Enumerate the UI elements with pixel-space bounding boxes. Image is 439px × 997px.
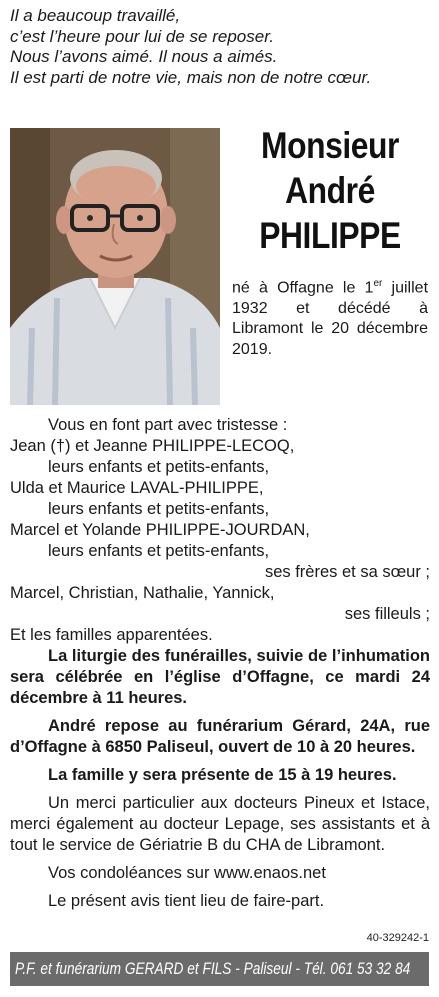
family-line: Et les familles apparentées. — [10, 626, 213, 644]
family-line: Jean (†) et Jeanne PHILIPPE-LECOQ, — [10, 437, 295, 455]
poem-line: Il a beaucoup travaillé, — [10, 6, 181, 25]
family-line: leurs enfants et petits-enfants, — [48, 500, 270, 518]
liturgy-info: La liturgie des funérailles, suivie de l’inhumation sera célébrée en l’église d’Offagne, ce mardi 24 décembre à 11 heures. — [10, 647, 430, 707]
family-line: Marcel et Yolande PHILIPPE-JOURDAN, — [10, 521, 310, 539]
reference-number: 40-329242-1 — [366, 932, 429, 944]
family-line: ses frères et sa sœur ; — [264, 563, 430, 581]
family-presence-info: La famille y sera présente de 15 à 19 heures. — [48, 766, 397, 784]
footer-text: P.F. et funérarium GERARD et FILS - Paliseul - Tél. 061 53 32 84 — [14, 960, 411, 978]
name-last: PHILIPPE — [259, 215, 401, 256]
birth-text-2: juillet 1932 et décédé à Libramont le 20 décembre 2019. — [232, 279, 429, 358]
poem — [10, 6, 430, 88]
deceased-name — [232, 123, 428, 258]
birth-text-1: né à Offagne le 1 — [232, 279, 374, 297]
funeral-home-footer — [10, 952, 429, 986]
condolences-line: Vos condoléances sur www.enaos.net — [48, 864, 326, 882]
name-first: André — [285, 170, 375, 211]
portrait-illustration — [10, 128, 220, 405]
family-intro: Vous en font part avec tristesse : — [48, 416, 288, 434]
family-line: leurs enfants et petits-enfants, — [48, 542, 270, 560]
name-title: Monsieur — [260, 125, 400, 166]
poem-line: c’est l’heure pour lui de se reposer. — [10, 26, 274, 46]
birth-sup: er — [373, 278, 383, 289]
family-line: Marcel, Christian, Nathalie, Yannick, — [10, 584, 275, 602]
poem-line: Il est parti de notre vie, mais non de notre cœur. — [10, 67, 372, 87]
announcement-body — [10, 415, 430, 912]
portrait-photo — [10, 128, 220, 405]
family-line: Ulda et Maurice LAVAL-PHILIPPE, — [10, 479, 264, 497]
funerarium-info: André repose au funérarium Gérard, 24A, rue d’Offagne à 6850 Paliseul, ouvert de 10 à 20 heures. — [10, 717, 430, 756]
family-line: leurs enfants et petits-enfants, — [48, 458, 270, 476]
notice-line: Le présent avis tient lieu de faire-part. — [48, 892, 325, 910]
poem-line: Nous l’avons aimé. Il nous a aimés. — [10, 47, 278, 66]
thanks-paragraph: Un merci particulier aux docteurs Pineux et Istace, merci également au docteur Lepage, ses assistants et à tout le service de Gériatrie B du CHA de Libramont. — [10, 794, 430, 854]
birth-death-info — [232, 274, 428, 360]
family-line: ses filleuls ; — [344, 605, 430, 623]
